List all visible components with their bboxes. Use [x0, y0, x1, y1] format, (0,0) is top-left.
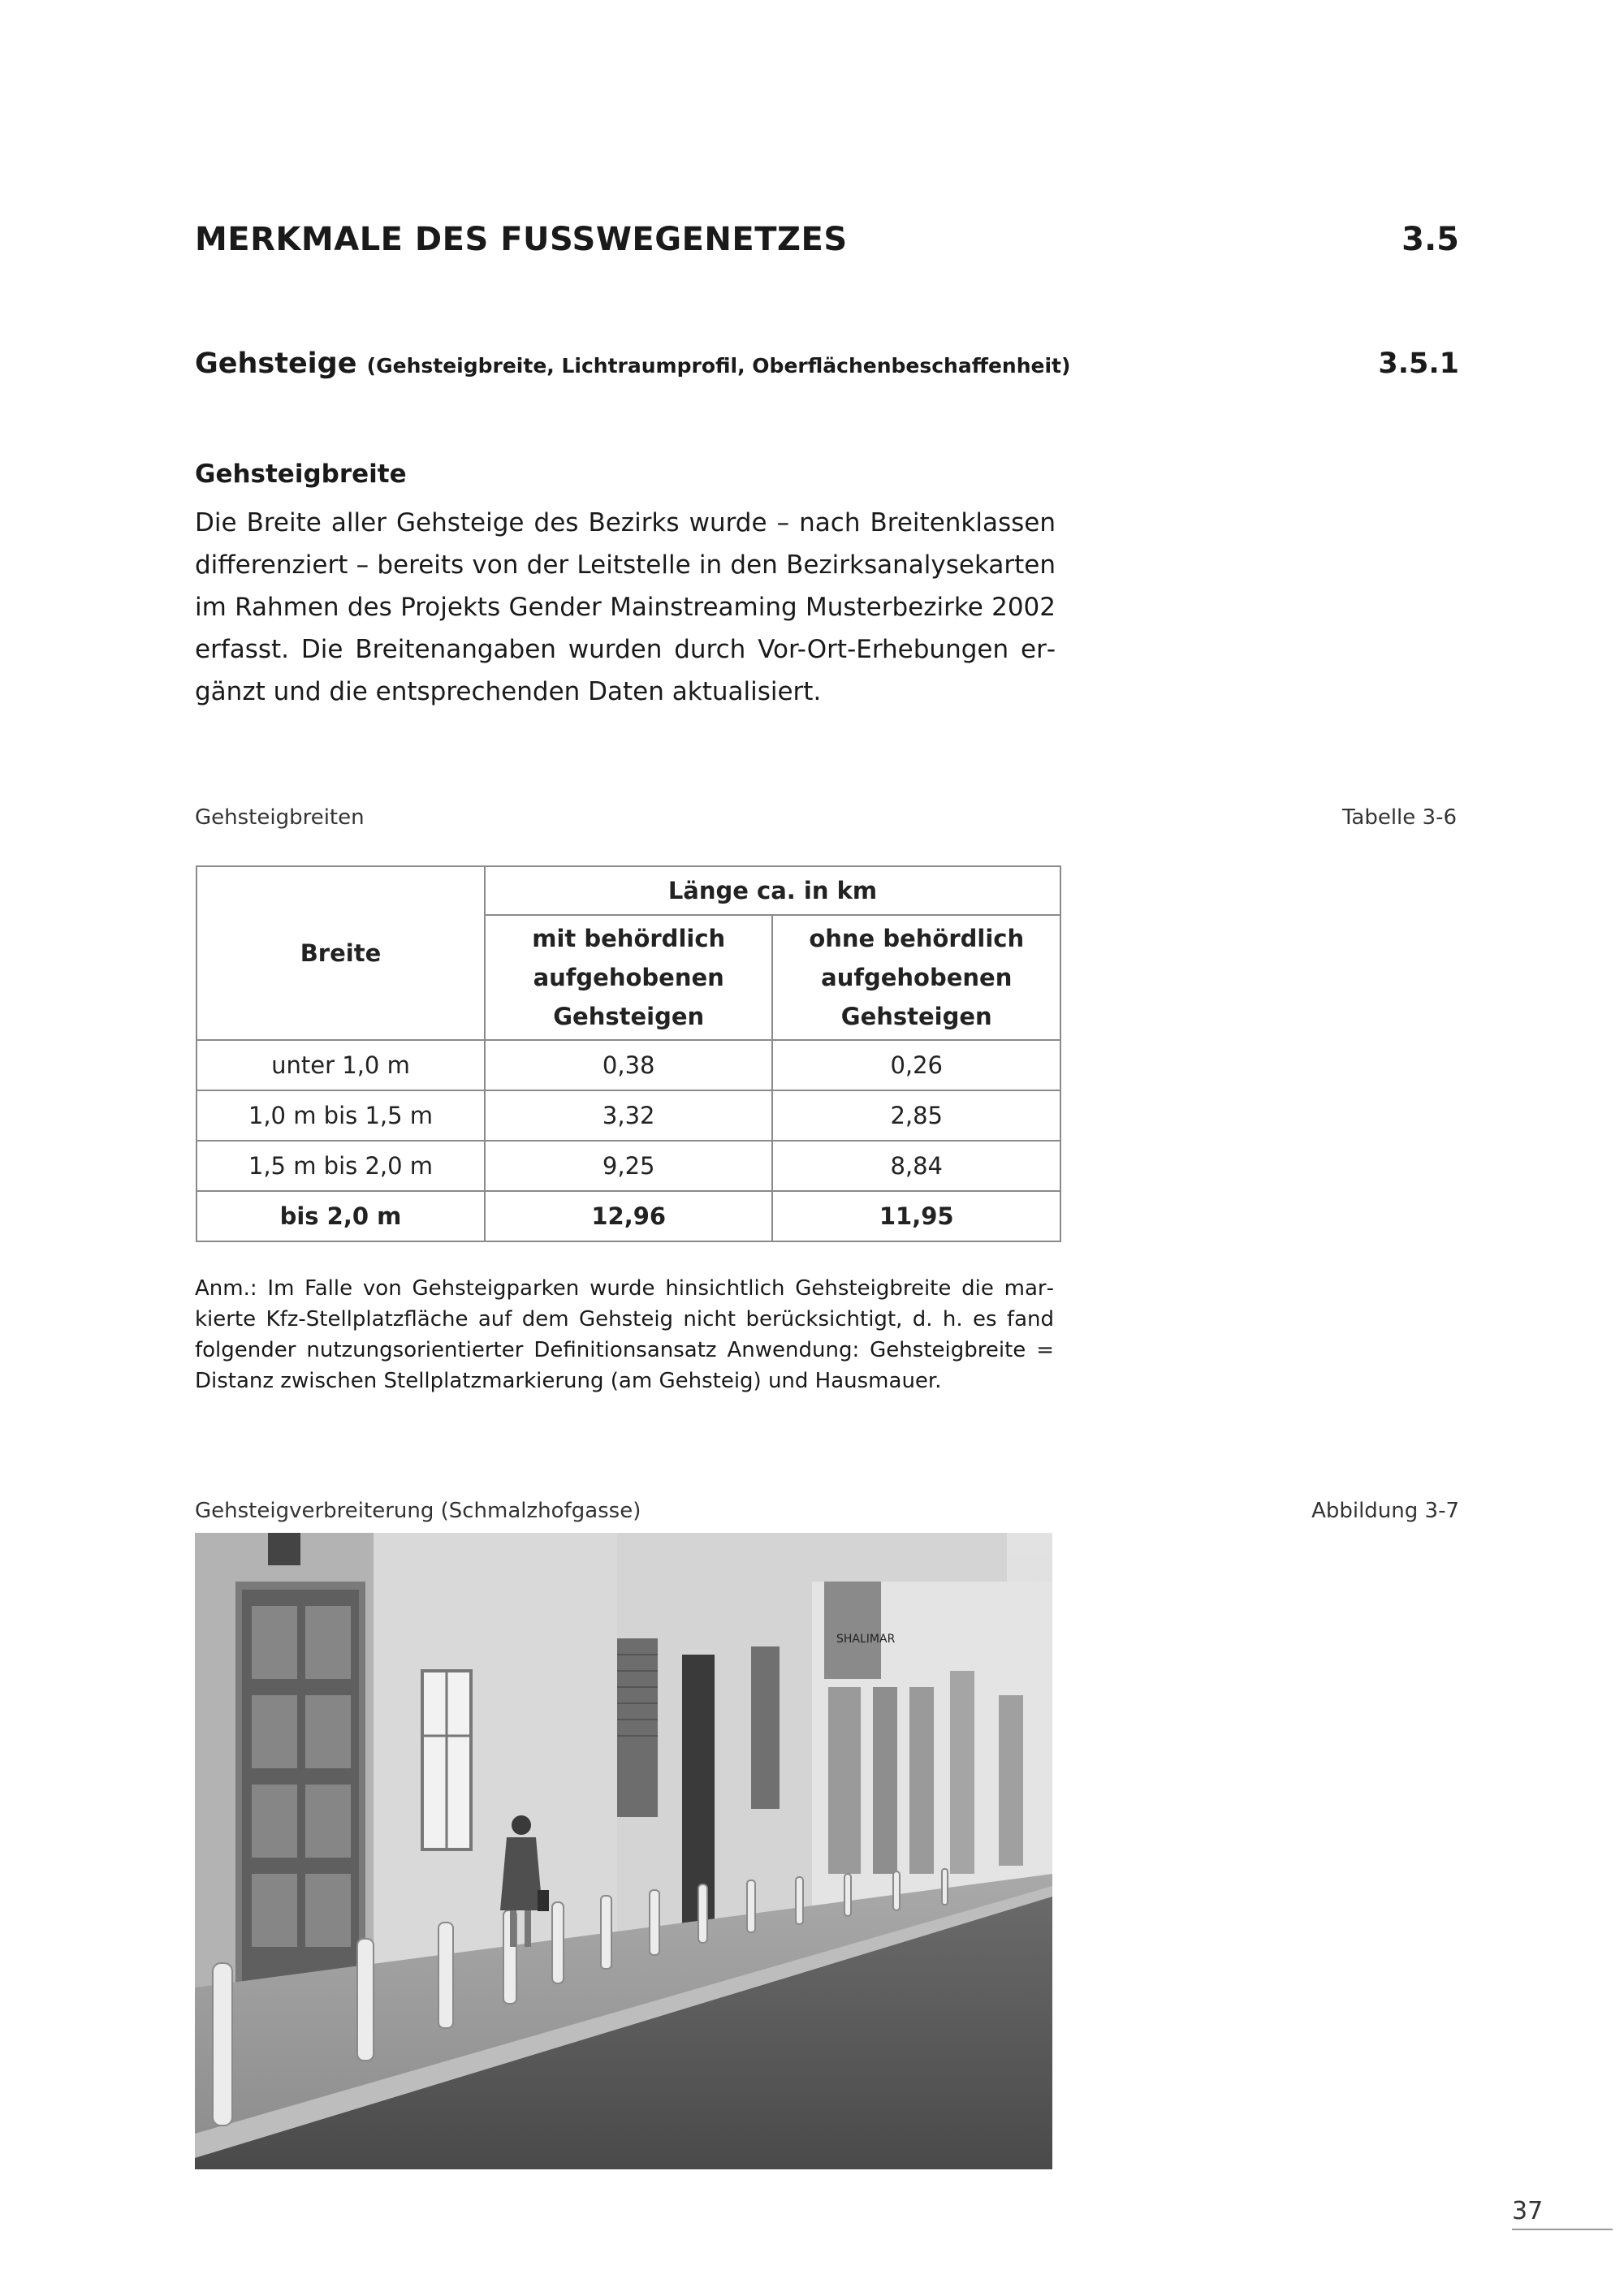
cell-a: 9,25: [485, 1141, 773, 1191]
table-row: [197, 1040, 1060, 1090]
paragraph-heading: Gehsteigbreite: [195, 460, 407, 489]
cell-b: 11,95: [772, 1191, 1060, 1241]
figure-caption: Gehsteigverbreiterung (Schmalzhofgasse): [195, 1499, 641, 1523]
header-col-b: ohne behördlich aufgehobenen Gehsteigen: [772, 915, 1060, 1040]
section-title: MERKMALE DES FUSSWEGENETZES: [195, 221, 848, 258]
page-number-rule: [1512, 2229, 1613, 2230]
cell-a: 0,38: [485, 1040, 773, 1090]
header-group: Länge ca. in km: [485, 866, 1060, 915]
table-row: [197, 1090, 1060, 1141]
section-number: 3.5: [1402, 221, 1459, 258]
sidewalk-width-table: [196, 865, 1061, 1242]
cell-a: 3,32: [485, 1090, 773, 1141]
table-note: Anm.: Im Falle von Gehsteigparken wurde hinsichtlich Gehsteigbreite die markierte Kfz-Stellplatzfläche auf dem Gehsteig nicht berücksichtigt, d. h. es fand folgender nutzungsorientierter Definitionsansatz Anwendung: Gehsteigbreite = Distanz zwischen Stellplatzmarkierung (am Gehsteig) und Hausmauer.: [195, 1276, 1054, 1393]
shop-sign-text: SHALIMAR: [836, 1633, 896, 1646]
cell-breite: 1,5 m bis 2,0 m: [197, 1141, 485, 1191]
table-caption: Gehsteigbreiten: [195, 805, 365, 830]
street-photo: [195, 1533, 1052, 2169]
cell-breite: 1,0 m bis 1,5 m: [197, 1090, 485, 1141]
cell-b: 0,26: [772, 1040, 1060, 1090]
subsection-title-main: Gehsteige: [195, 347, 357, 380]
cell-breite: bis 2,0 m: [197, 1191, 485, 1241]
header-col-a: mit behördlich aufgehobenen Gehsteigen: [485, 915, 773, 1040]
table-row: [197, 1141, 1060, 1191]
subsection-number: 3.5.1: [1378, 347, 1459, 380]
table-row-total: [197, 1191, 1060, 1241]
cell-breite: unter 1,0 m: [197, 1040, 485, 1090]
cell-a: 12,96: [485, 1191, 773, 1241]
paragraph-text: Die Breite aller Gehsteige des Bezirks wurde – nach Breitenklassen differenziert – bereits von der Leitstelle in den Bezirksanalysekarten im Rahmen des Projekts Gender Mainstreaming Musterbezirke 2002 erfasst. Die Breitenangaben wurden durch Vor-Ort-Erhebungen ergänzt und die entsprechenden Daten aktualisiert.: [195, 508, 1056, 706]
cell-b: 2,85: [772, 1090, 1060, 1141]
page-number: 37: [1512, 2197, 1544, 2225]
cell-b: 8,84: [772, 1141, 1060, 1191]
subsection-title: [195, 347, 1070, 380]
figure-label: Abbildung 3-7: [1311, 1499, 1459, 1523]
header-breite: Breite: [197, 866, 485, 1040]
table-label: Tabelle 3-6: [1341, 805, 1457, 830]
subsection-title-paren: (Gehsteigbreite, Lichtraumprofil, Oberflächenbeschaffenheit): [366, 354, 1071, 378]
